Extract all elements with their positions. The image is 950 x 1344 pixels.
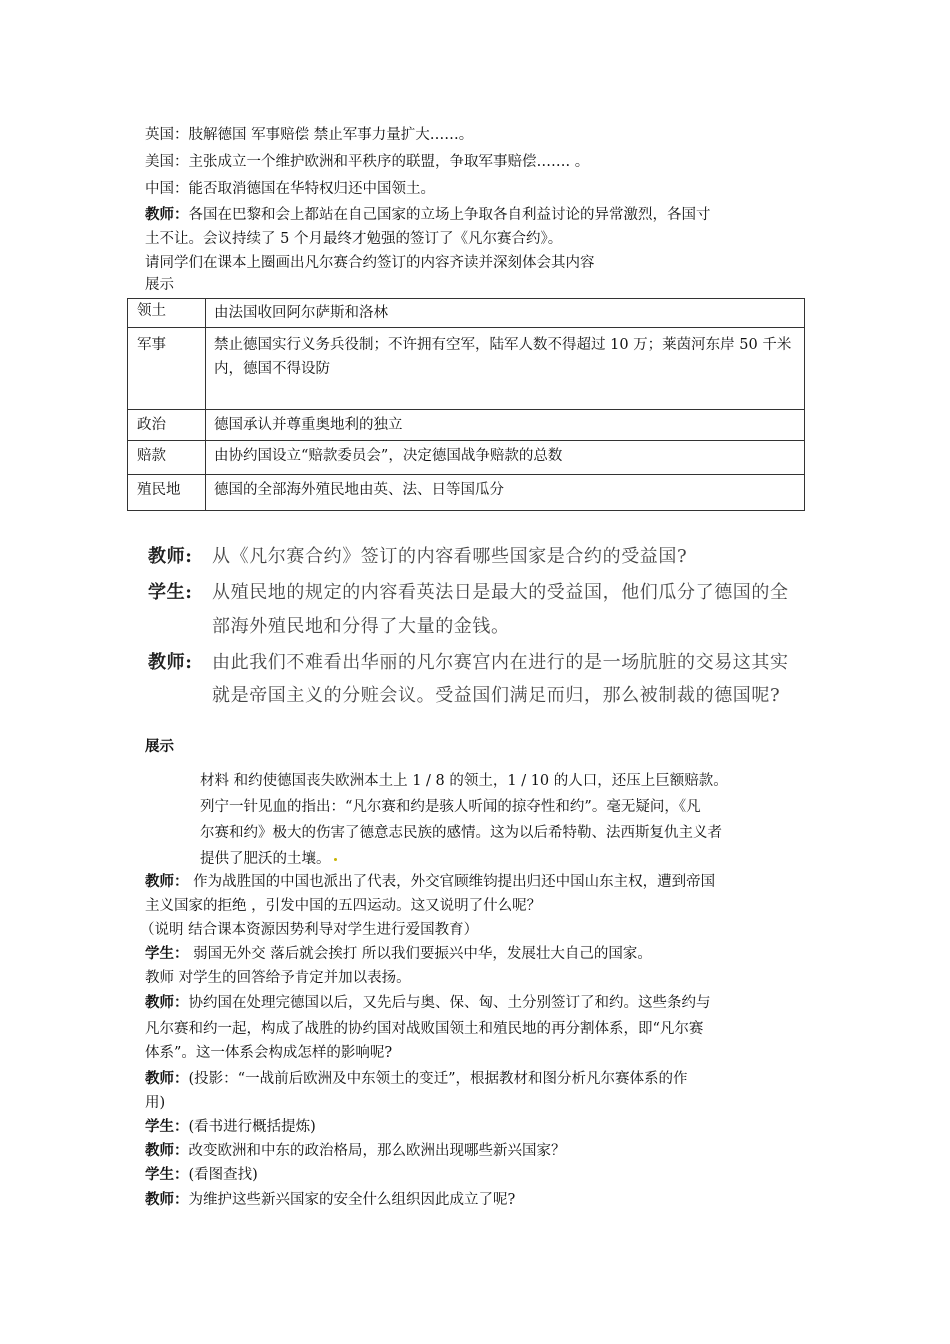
teacher-text: 协约国在处理完德国以后，又先后与奥、保、匈、土分别签订了和约。这些条约与 <box>188 995 711 1011</box>
teacher-paragraph-2-cont: 主义国家的拒绝 ，引发中国的五四运动。这又说明了什么呢？ <box>145 898 542 914</box>
scanned-text: 由此我们不难看出华丽的凡尔赛宫内在进行的是一场肮脏的交易这其实 <box>212 652 789 673</box>
teacher-paragraph-4-cont: 用) <box>145 1095 166 1111</box>
britain-position: 英国：肢解德国 军事赔偿 禁止军事力量扩大……。 <box>145 127 474 143</box>
student-text: 弱国无外交 落后就会挨打 所以我们要振兴中华，发展壮大自己的国家。 <box>188 946 652 962</box>
scanned-line-5: 就是帝国主义的分赃会议。受益国们满足而归，那么被制裁的德国呢? <box>212 685 781 706</box>
row-key: 政治 <box>128 410 206 441</box>
teacher-label: 教师: <box>148 546 193 567</box>
student-answer-1 <box>145 943 652 965</box>
teacher-paragraph-3-cont: 凡尔赛和约一起，构成了战胜的协约国对战败国领土和殖民地的再分割体系，即“凡尔赛 <box>145 1021 704 1037</box>
show-label-1: 展示 <box>145 277 174 293</box>
student-label: 学生: <box>148 582 193 603</box>
row-value: 德国的全部海外殖民地由英、法、日等国瓜分 <box>206 475 805 511</box>
scanned-text: 从殖民地的规定的内容看英法日是最大的受益国，他们瓜分了德国的全 <box>212 582 789 603</box>
scanned-line-1 <box>148 542 687 568</box>
material-text: 提供了肥沃的土壤。 <box>200 851 331 867</box>
instruction-line: 请同学们在课本上圈画出凡尔赛合约签订的内容齐读并深刻体会其内容 <box>145 255 595 271</box>
row-key: 领土 <box>128 299 206 328</box>
material-line-4 <box>200 846 337 872</box>
student-label: 学生： <box>145 1118 189 1135</box>
note-line: （说明 结合课本资源因势利导对学生进行爱国教育） <box>140 922 479 938</box>
row-value: 由协约国设立“赔款委员会”，决定德国战争赔款的总数 <box>206 441 805 475</box>
row-value: 禁止德国实行义务兵役制；不许拥有空军，陆军人数不得超过 10 万；莱茵河东岸 50 千米内，德国不得设防 <box>206 328 805 410</box>
teacher-text: 为维护这些新兴国家的安全什么组织因此成立了呢? <box>188 1192 516 1208</box>
row-key: 殖民地 <box>128 475 206 511</box>
student-label: 学生： <box>145 1166 189 1183</box>
table-row <box>128 328 805 410</box>
material-line-3: 尔赛和约》极大的伤害了德意志民族的感情。这为以后希特勒、法西斯复仇主义者 <box>200 825 722 841</box>
student-text: (看书进行概括提炼) <box>188 1119 316 1135</box>
teacher-paragraph-1-cont: 土不让。会议持续了 5 个月最终才勉强的签订了《凡尔赛合约》。 <box>145 231 563 247</box>
teacher-paragraph-1 <box>145 204 711 226</box>
teacher-text: 各国在巴黎和会上都站在自己国家的立场上争取各自利益讨论的异常激烈，各国寸 <box>188 207 711 223</box>
teacher-label: 教师： <box>145 1070 189 1087</box>
student-label: 学生： <box>145 945 189 962</box>
table-row <box>128 299 805 328</box>
student-text: (看图查找) <box>188 1167 258 1183</box>
scanned-line-3: 部海外殖民地和分得了大量的金钱。 <box>212 616 510 637</box>
scanned-line-4 <box>148 648 789 674</box>
table-row <box>128 441 805 475</box>
scanned-line-2 <box>148 578 789 604</box>
teacher-paragraph-2 <box>145 871 715 893</box>
row-value: 由法国收回阿尔萨斯和洛林 <box>206 299 805 328</box>
teacher-label: 教师： <box>145 206 189 223</box>
teacher-label: 教师： <box>145 994 189 1011</box>
china-position: 中国：能否取消德国在华特权归还中国领土。 <box>145 181 435 197</box>
table-row <box>128 410 805 441</box>
teacher-paragraph-6 <box>145 1189 515 1211</box>
table-row <box>128 475 805 511</box>
scanned-text: 从《凡尔赛合约》签订的内容看哪些国家是合约的受益国? <box>212 546 688 567</box>
row-value: 德国承认并尊重奥地利的独立 <box>206 410 805 441</box>
show-label-2: 展示 <box>145 738 174 755</box>
teacher-label: 教师: <box>148 652 193 673</box>
treaty-content-table <box>127 298 805 511</box>
teacher-praise: 教师 对学生的回答给予肯定并加以表扬。 <box>145 970 411 986</box>
teacher-paragraph-3-end: 体系”。这一体系会构成怎样的影响呢? <box>145 1045 393 1061</box>
material-line-1: 材料 和约使德国丧失欧洲本土上 1 / 8 的领土，1 / 10 的人口，还压上巨额赔款。 <box>200 773 728 789</box>
teacher-label: 教师： <box>145 1142 189 1159</box>
student-answer-2 <box>145 1116 316 1138</box>
dot-mark <box>334 858 337 861</box>
teacher-paragraph-4 <box>145 1068 687 1090</box>
teacher-label: 教师： <box>145 873 189 890</box>
student-answer-3 <box>145 1164 258 1186</box>
usa-position: 美国：主张成立一个维护欧洲和平秩序的联盟，争取军事赔偿……. 。 <box>145 154 590 170</box>
teacher-paragraph-3 <box>145 992 711 1014</box>
row-key: 赔款 <box>128 441 206 475</box>
teacher-label: 教师： <box>145 1191 189 1208</box>
teacher-text: 改变欧洲和中东的政治格局，那么欧洲出现哪些新兴国家？ <box>188 1143 566 1159</box>
teacher-paragraph-5 <box>145 1140 566 1162</box>
row-key: 军事 <box>128 328 206 410</box>
teacher-text: 作为战胜国的中国也派出了代表，外交官顾维钧提出归还中国山东主权，遭到帝国 <box>188 874 716 890</box>
teacher-text: (投影：“一战前后欧洲及中东领土的变迁”，根据教材和图分析凡尔赛体系的作 <box>188 1071 688 1087</box>
material-line-2: 列宁一针见血的指出：“凡尔赛和约是骇人听闻的掠夺性和约”。毫无疑问，《凡 <box>200 799 701 815</box>
